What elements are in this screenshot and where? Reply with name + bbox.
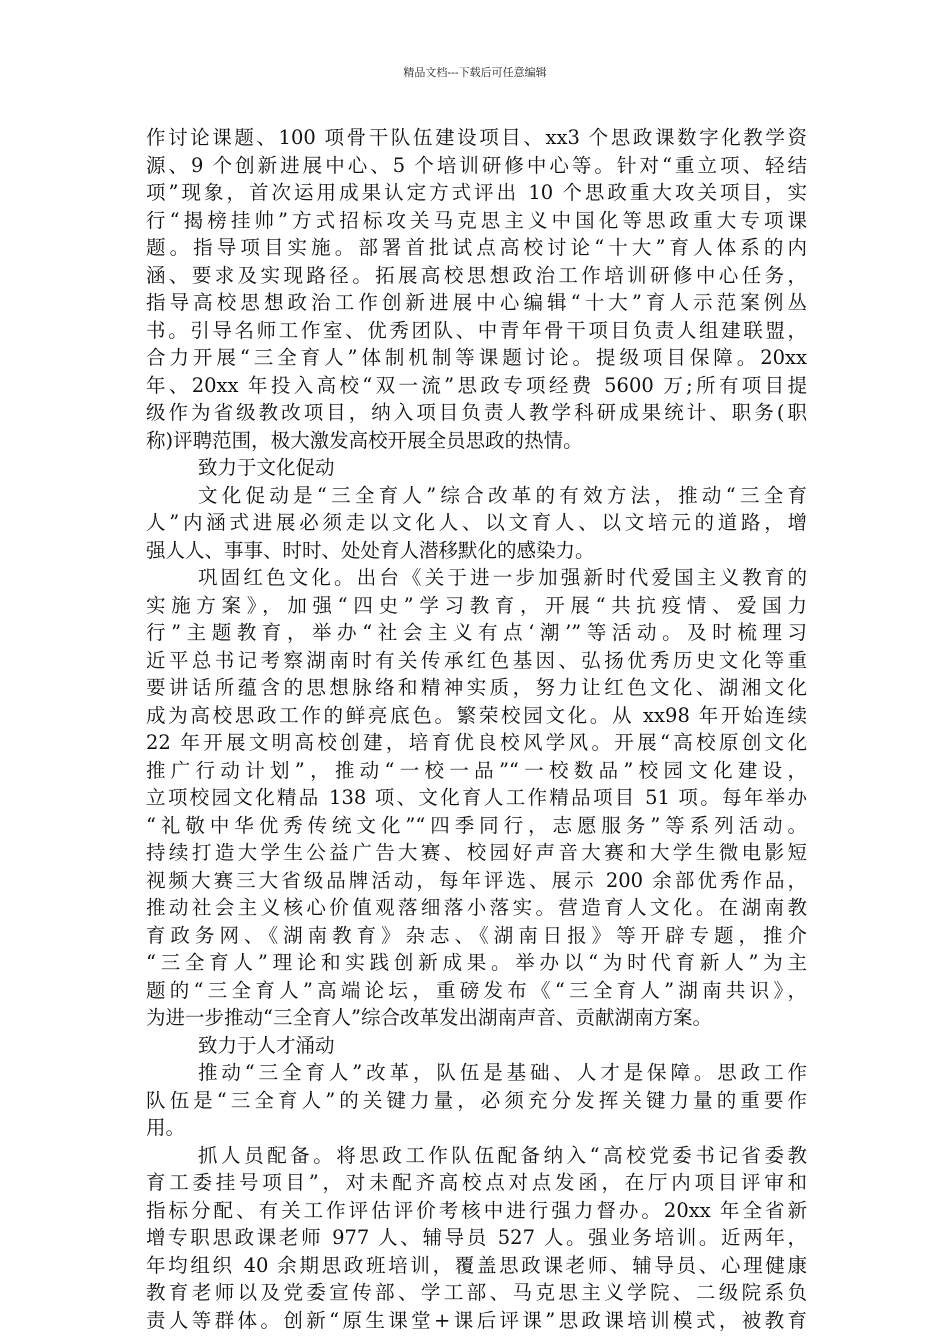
- section-heading: 致力于人才涌动: [198, 1033, 335, 1057]
- text-line: 项”现象，首次运用成果认定方式评出 10 个思政重大攻关项目，实: [146, 181, 807, 204]
- text-line: 推动社会主义核心价值观落细落小落实。营造育人文化。在湖南教: [146, 896, 807, 919]
- text-line: 教育老师以及党委宣传部、学工部、马克思主义学院、二级院系负: [146, 1281, 807, 1304]
- text-line: 立项校园文化精品 138 项、文化育人工作精品项目 51 项。每年举办: [146, 786, 807, 809]
- text-line: 作讨论课题、100 项骨干队伍建设项目、xx3 个思政课数字化教学资: [146, 126, 807, 149]
- text-line: 用。: [146, 1116, 186, 1139]
- text-line: 称)评聘范围，极大激发高校开展全员思政的热情。: [146, 428, 583, 452]
- text-line: 持续打造大学生公益广告大赛、校园好声音大赛和大学生微电影短: [146, 841, 807, 864]
- text-line: 要讲话所蕴含的思想脉络和精神实质，努力让红色文化、湖湘文化: [146, 676, 807, 699]
- text-line: 强人人、事事、时时、处处育人潜移默化的感染力。: [146, 538, 595, 562]
- text-line: 实施方案》，加强“四史”学习教育，开展“共抗疫情、爱国力: [146, 593, 807, 617]
- text-line: 合力开展“三全育人”体制机制等课题讨论。提级项目保障。20xx: [146, 346, 807, 369]
- text-line: 成为高校思政工作的鲜亮底色。繁荣校园文化。从 xx98 年开始连续: [146, 703, 807, 727]
- text-line: 题的“三全育人”高端论坛，重磅发布《“三全育人”湖南共识》，: [146, 978, 807, 1002]
- text-line: 责人等群体。创新“原生课堂+课后评课”思政课培训模式，被教育: [146, 1308, 807, 1332]
- text-line: 指导高校思想政治工作创新进展中心编辑“十大”育人示范案例丛: [146, 291, 807, 314]
- text-line: 书。引导名师工作室、优秀团队、中青年骨干项目负责人组建联盟，: [146, 318, 807, 342]
- text-line: 视频大赛三大省级品牌活动，每年评选、展示 200 余部优秀作品，: [146, 868, 807, 892]
- text-line: “三全育人”理论和实践创新成果。举办以“为时代育新人”为主: [146, 951, 807, 974]
- text-line: 行“揭榜挂帅”方式招标攻关马克思主义中国化等思政重大专项课: [146, 208, 807, 232]
- text-line: 级作为省级教改项目，纳入项目负责人教学科研成果统计、职务(职: [146, 401, 807, 424]
- text-line: 育工委挂号项目”，对未配齐高校点对点发函，在厅内项目评审和: [146, 1171, 807, 1194]
- text-line: 源、9 个创新进展中心、5 个培训研修中心等。针对“重立项、轻结: [146, 153, 807, 177]
- text-line: 育政务网、《湖南教育》杂志、《湖南日报》等开辟专题，推介: [146, 923, 807, 947]
- text-line: 22 年开展文明高校创建，培育优良校风学风。开展“高校原创文化: [146, 731, 807, 754]
- text-line: 年、20xx 年投入高校“双一流”思政专项经费 5600 万;所有项目提: [146, 373, 807, 397]
- page-header: 精品文档---下载后可任意编辑: [403, 66, 547, 79]
- text-line: 队伍是“三全育人”的关键力量，必须充分发挥关键力量的重要作: [146, 1088, 807, 1112]
- text-line: 近平总书记考察湖南时有关传承红色基因、弘扬优秀历史文化等重: [146, 648, 807, 672]
- text-line: 题。指导项目实施。部署首批试点高校讨论“十大”育人体系的内: [146, 236, 807, 259]
- text-line: 推动“三全育人”改革，队伍是基础、人才是保障。思政工作: [198, 1061, 807, 1084]
- text-line: 为进一步推动“三全育人”综合改革发出湖南声音、贡献湖南方案。: [146, 1006, 712, 1029]
- text-line: 文化促动是“三全育人”综合改革的有效方法，推动“三全育: [198, 483, 807, 507]
- document-body: [146, 124, 807, 1334]
- text-line: 年均组织 40 余期思政班培训，覆盖思政课老师、辅导员、心理健康: [146, 1253, 807, 1277]
- section-heading: 致力于文化促动: [198, 456, 335, 479]
- text-line: 巩固红色文化。出台《关于进一步加强新时代爱国主义教育的: [198, 566, 807, 589]
- text-line: 抓人员配备。将思政工作队伍配备纳入“高校党委书记省委教: [198, 1143, 807, 1167]
- text-line: 推广行动计划”，推动“一校一品”“一校数品”校园文化建设，: [146, 758, 807, 782]
- text-line: 行”主题教育，举办“社会主义有点‘潮’”等活动。及时梳理习: [146, 621, 807, 644]
- text-line: 指标分配、有关工作评估评价考核中进行强力督办。20xx 年全省新: [146, 1198, 807, 1222]
- text-line: “礼敬中华优秀传统文化”“四季同行，志愿服务”等系列活动。: [146, 813, 807, 837]
- text-line: 涵、要求及实现路径。拓展高校思想政治工作培训研修中心任务，: [146, 263, 807, 287]
- text-line: 人”内涵式进展必须走以文化人、以文育人、以文培元的道路，增: [146, 511, 807, 534]
- text-line: 增专职思政课老师 977 人、辅导员 527 人。强业务培训。近两年，: [146, 1226, 807, 1249]
